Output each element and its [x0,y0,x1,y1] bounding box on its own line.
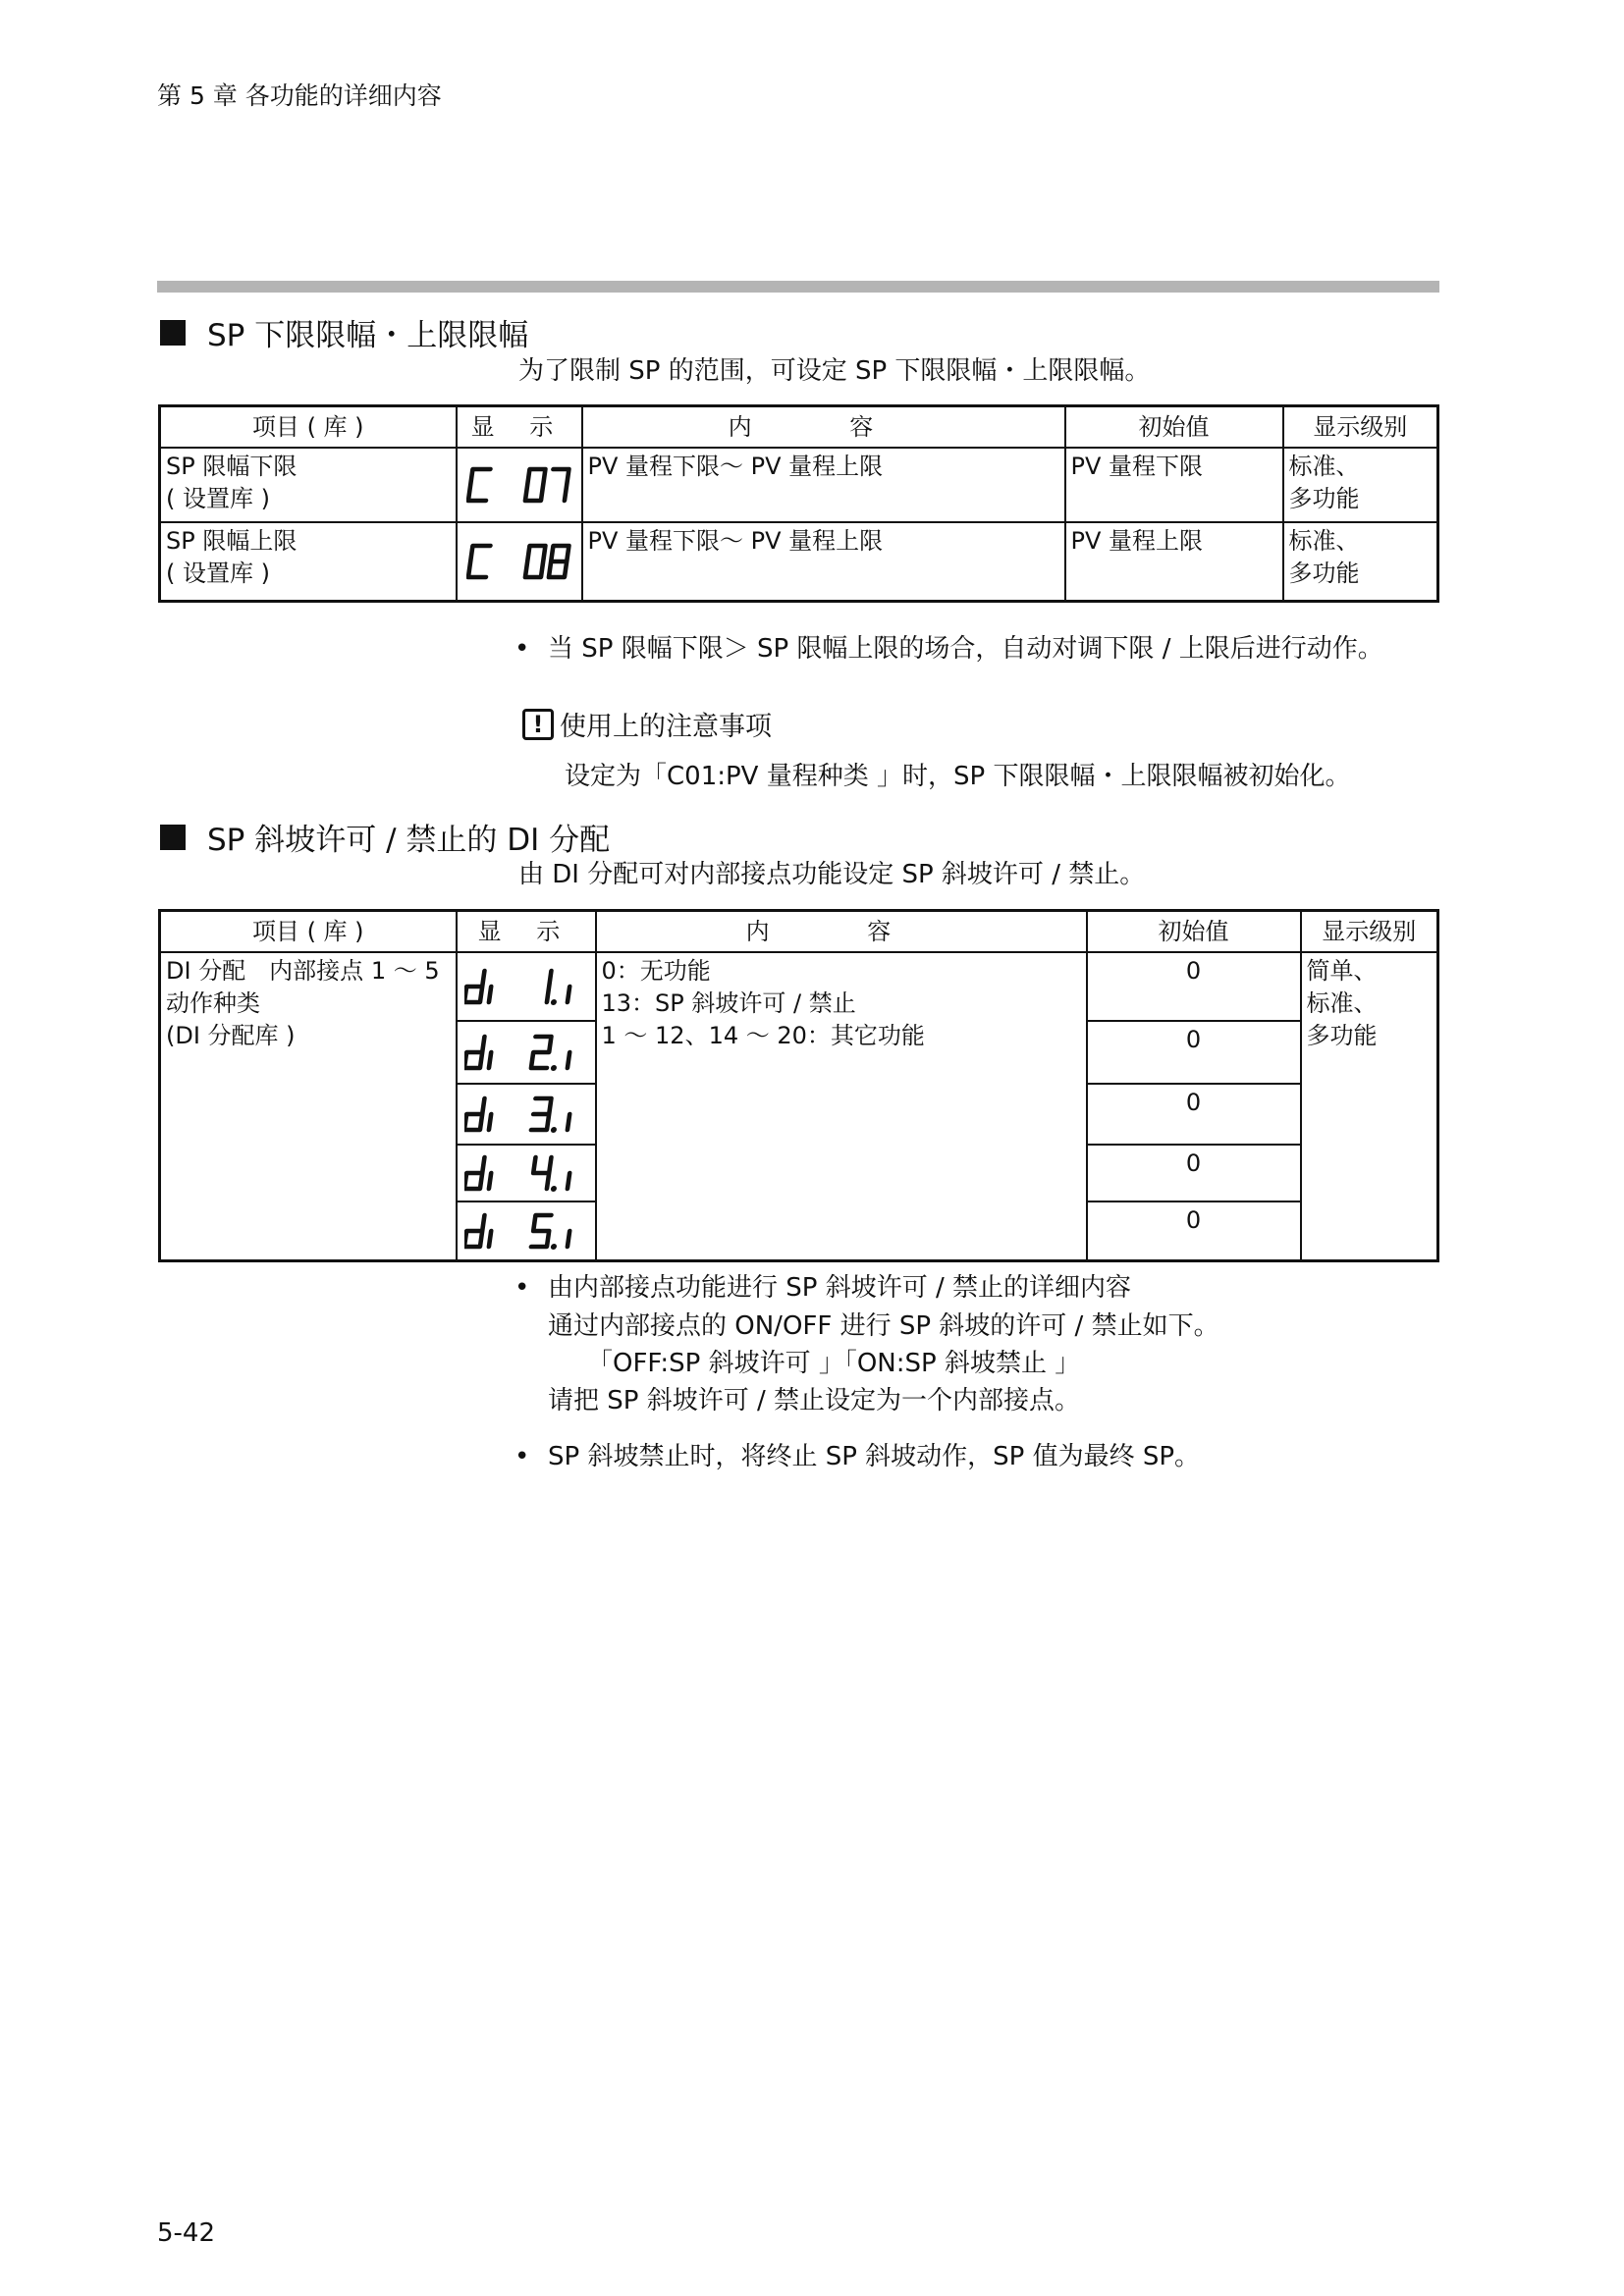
display-cell [457,952,596,1021]
display-cell [457,1084,596,1145]
seg-display-di51 [458,1211,595,1251]
section-divider [157,281,1439,293]
section-title-sp-limit [160,310,528,354]
note-bullet: • 当 SP 限幅下限＞ SP 限幅上限的场合，自动对调下限 / 上限后进行动作。 [514,634,1383,664]
display-cell [457,1201,596,1260]
item-cell: SP 限幅下限 ( 设置库 ) [160,448,457,522]
seg-display-c08 [458,542,581,581]
seg-display-di11 [458,967,595,1006]
initial-cell: 0 [1087,952,1301,1021]
header-level: 显示级别 [1301,911,1438,953]
sp-limit-table [158,404,1439,603]
note-line: 请把 SP 斜坡许可 / 禁止设定为一个内部接点。 [548,1386,1081,1415]
display-cell [457,1021,596,1084]
content-cell: 0：无功能 13：SP 斜坡许可 / 禁止 1 ～ 12、14 ～ 20：其它功能 [596,952,1087,1260]
content-cell: PV 量程下限～ PV 量程上限 [582,522,1065,601]
seg-display-di31 [458,1095,595,1134]
section-intro: 为了限制 SP 的范围，可设定 SP 下限限幅・上限限幅。 [518,356,1151,386]
header-initial: 初始值 [1087,911,1301,953]
seg-display-c07 [458,465,581,505]
initial-cell: PV 量程上限 [1065,522,1283,601]
initial-cell: 0 [1087,1021,1301,1084]
initial-cell: PV 量程下限 [1065,448,1283,522]
note-line: 通过内部接点的 ON/OFF 进行 SP 斜坡的许可 / 禁止如下。 [548,1311,1219,1341]
initial-cell: 0 [1087,1084,1301,1145]
seg-display-di41 [458,1153,595,1193]
chapter-header: 第 5 章 各功能的详细内容 [157,81,442,110]
display-cell [457,448,582,522]
section-title-di-assign [160,815,610,859]
header-item: 项目 ( 库 ) [160,406,457,449]
header-display: 显 示 [457,406,582,449]
exclamation-icon: ! [522,709,554,740]
table-header-row [160,406,1438,449]
table-row [160,522,1438,601]
square-bullet-icon [160,825,186,850]
page-number: 5-42 [157,2218,216,2248]
level-cell: 标准、 多功能 [1283,448,1438,522]
display-cell [457,522,582,601]
display-cell [457,1145,596,1201]
caution-title: 使用上的注意事项 [560,712,772,742]
header-item: 项目 ( 库 ) [160,911,457,953]
table-header-row [160,911,1438,953]
level-cell: 标准、 多功能 [1283,522,1438,601]
item-cell: DI 分配 内部接点 1 ～ 5 动作种类 (DI 分配库 ) [160,952,457,1260]
table-row [160,952,1438,1021]
square-bullet-icon [160,320,186,346]
item-cell: SP 限幅上限 ( 设置库 ) [160,522,457,601]
content-cell: PV 量程下限～ PV 量程上限 [582,448,1065,522]
section-intro: 由 DI 分配可对内部接点功能设定 SP 斜坡许可 / 禁止。 [518,860,1146,889]
note-bullet: • 由内部接点功能进行 SP 斜坡许可 / 禁止的详细内容 [514,1273,1132,1303]
header-level: 显示级别 [1283,406,1438,449]
seg-display-di21 [458,1033,595,1072]
initial-cell: 0 [1087,1145,1301,1201]
note-line-quote: 「OFF:SP 斜坡许可 」「ON:SP 斜坡禁止 」 [587,1349,1081,1378]
header-display: 显 示 [457,911,596,953]
header-content: 内 容 [582,406,1065,449]
header-initial: 初始值 [1065,406,1283,449]
level-cell: 简单、 标准、 多功能 [1301,952,1438,1260]
initial-cell: 0 [1087,1201,1301,1260]
section-title-text: SP 斜坡许可 / 禁止的 DI 分配 [207,823,611,858]
section-title-text: SP 下限限幅・上限限幅 [207,318,529,353]
table-row [160,448,1438,522]
header-content: 内 容 [596,911,1087,953]
caution-heading [522,705,772,743]
note-bullet: • SP 斜坡禁止时，将终止 SP 斜坡动作，SP 值为最终 SP。 [514,1442,1201,1471]
caution-text: 设定为「C01:PV 量程种类 」时，SP 下限限幅・上限限幅被初始化。 [565,762,1351,791]
di-assign-table [158,909,1439,1262]
